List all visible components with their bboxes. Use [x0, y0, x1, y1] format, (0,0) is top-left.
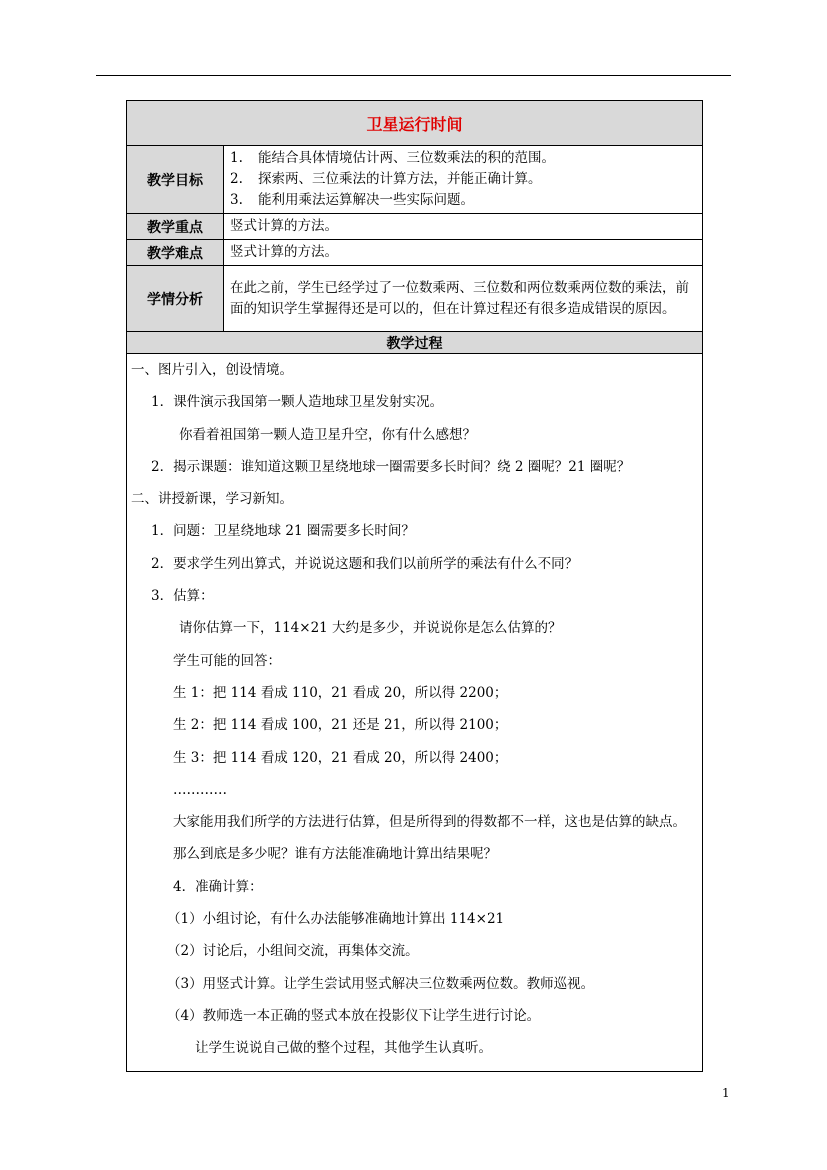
- process-line: （2）讨论后，小组间交流，再集体交流。: [167, 943, 419, 960]
- process-line: 大家能用我们所学的方法进行估算，但是所得到的得数都不一样，这也是估算的缺点。那么到底是多少呢？谁有方法能准确地计算出结果呢？: [173, 814, 686, 863]
- header-rule: [96, 75, 731, 76]
- lesson-plan-table: [126, 100, 703, 1072]
- difficulty-content: 竖式计算的方法。: [224, 240, 703, 266]
- process-line: 学生可能的回答：: [173, 652, 281, 669]
- analysis-content: 在此之前，学生已经学过了一位数乘两、三位数和两位数乘两位数的乘法，前面的知识学生掌握得还是可以的，但在计算过程还有很多造成错误的原因。: [224, 266, 703, 332]
- process-line: 1．课件演示我国第一颗人造地球卫星发射实况。: [151, 394, 444, 411]
- key-point-content: 竖式计算的方法。: [224, 214, 703, 240]
- process-line: 一、图片引入，创设情境。: [131, 362, 293, 378]
- process-line: 请你估算一下，114×21 大约是多少，并说说你是怎么估算的？: [179, 620, 562, 637]
- process-line: 让学生说说自己做的整个过程，其他学生认真听。: [195, 1040, 492, 1057]
- process-heading: 教学过程: [127, 332, 703, 354]
- process-line: （3）用竖式计算。让学生尝试用竖式解决三位数乘两位数。教师巡视。: [167, 975, 595, 992]
- goals-label: 教学目标: [127, 146, 224, 214]
- goal-item: 3. 能利用乘法运算解决一些实际问题。: [230, 192, 474, 208]
- process-line: 你看着祖国第一颗人造卫星升空，你有什么感想？: [179, 426, 476, 443]
- process-line: …………: [173, 781, 227, 798]
- process-line: 3．估算：: [151, 588, 214, 605]
- goal-item: 2. 探索两、三位乘法的计算方法，并能正确计算。: [230, 171, 542, 187]
- process-line: 二、讲授新课，学习新知。: [131, 491, 293, 508]
- process-line: 生 1：把 114 看成 110，21 看成 20，所以得 2200；: [173, 684, 508, 701]
- process-body: [127, 354, 703, 1072]
- analysis-label: 学情分析: [127, 266, 224, 332]
- process-line: 生 2：把 114 看成 100，21 还是 21，所以得 2100；: [173, 717, 508, 734]
- process-line: 4．准确计算：: [173, 878, 263, 895]
- goals-content: [224, 146, 703, 214]
- key-point-label: 教学重点: [127, 214, 224, 240]
- process-line: 1．问题：卫星绕地球 21 圈需要多长时间？: [151, 523, 415, 540]
- process-line: 2．要求学生列出算式，并说说这题和我们以前所学的乘法有什么不同？: [151, 555, 579, 572]
- page-number: 1: [722, 1086, 730, 1100]
- process-line: （1）小组讨论，有什么办法能够准确地计算出 114×21: [167, 911, 505, 928]
- goal-item: 1. 能结合具体情境估计两、三位数乘法的积的范围。: [230, 150, 555, 166]
- process-line: 生 3：把 114 看成 120，21 看成 20，所以得 2400；: [173, 749, 508, 766]
- process-line: 2．揭示课题：谁知道这颗卫星绕地球一圈需要多长时间？绕 2 圈呢？21 圈呢？: [151, 458, 631, 475]
- process-line: （4）教师选一本正确的竖式本放在投影仪下让学生进行讨论。: [167, 1007, 541, 1024]
- difficulty-label: 教学难点: [127, 240, 224, 266]
- lesson-title: 卫星运行时间: [127, 101, 703, 146]
